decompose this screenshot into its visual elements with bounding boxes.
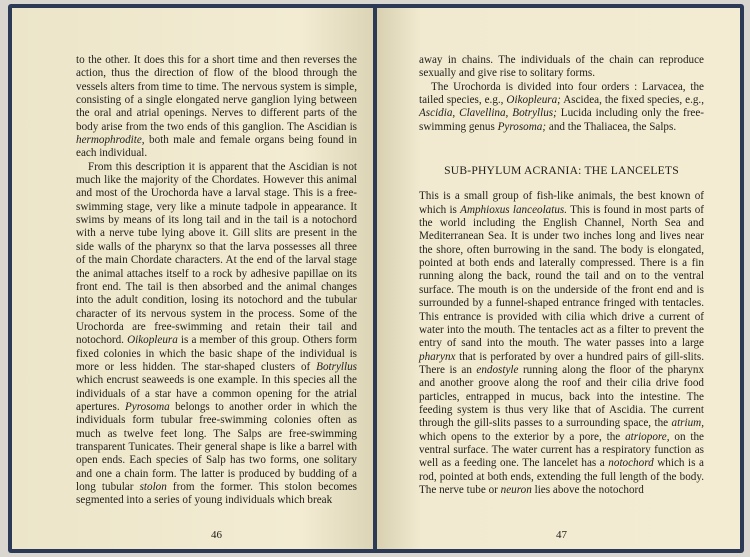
italic-term: neuron xyxy=(500,483,532,496)
text-run: Lucida including only the free-swimming genus xyxy=(419,107,704,133)
italic-term: Pyrosoma xyxy=(124,400,170,413)
italic-term: Oikopleura; xyxy=(506,94,561,107)
italic-term: notochord xyxy=(608,457,654,470)
text-run: From this description it is apparent that the Ascidian is not much like the majority of the Chordates. However this animal and most of the Urochorda have a larval stage. This is a free-swimming stage, very like a minute tadpole in appearance. It swims by means of its long tail and in the tail is a notochord with a nerve tube lying above it. Gill slits are present in the side walls of the pharynx so that the larva possesses all three of the main Chordate characters. At the end of the larval stage the animal attaches itself to a rock by adhesive papillae on its front end. The tail is then absorbed and the animal changes into the adult condition, losing its notochord and the tubular character of its nervous system in the process. Some of the Urochorda are free-swimming and retain their tail and notochord. xyxy=(76,160,357,347)
right-page-bottom-paragraphs xyxy=(419,190,704,497)
text-run: This is found in most parts of the world including the English Channel, North Sea and Mediterranean Sea. It is under two inches long and lives near the shore, often burrowing in the sand. The body is elongated, pointed at both ends and laterally compressed. There is a fin running along the back, round the tail and on to the ventral surface. The mouth is on the underside of the front end and is surrounded by a funnel-shaped entrance fringed with tentacles. This entrance is provided with cilia which drive a current of water into the mouth. The tentacles act as a filter to prevent the entry of sand into the mouth. The water passes into a large xyxy=(419,203,704,350)
italic-term: stolon xyxy=(139,481,167,493)
italic-term: Pyrosoma; xyxy=(497,120,547,133)
right-page-number: 47 xyxy=(556,529,567,541)
paragraph xyxy=(419,54,704,81)
italic-term: Amphioxus lanceolatus. xyxy=(460,203,568,216)
text-run: which encrust seaweeds is one example. In this species all the individuals of a star have a common opening for the atrial apertures. xyxy=(76,374,357,413)
italic-term: atrium, xyxy=(671,417,704,430)
italic-term: Ascidia, Clavellina, Botryllus; xyxy=(419,107,557,120)
paragraph xyxy=(419,81,704,134)
paragraph xyxy=(76,161,357,508)
italic-term: pharynx xyxy=(419,350,456,363)
text-run: on the ventral surface. The water current has a respiratory function as well as a feeding one. The lancelet has a xyxy=(419,430,704,470)
text-run: Ascidea, the fixed species, e.g., xyxy=(560,94,704,107)
text-run: The Urochorda is divided into four orders : Larvacea, the tailed species, e.g., xyxy=(419,80,704,107)
paragraph xyxy=(419,190,704,497)
italic-term: atriopore, xyxy=(625,430,670,443)
left-page-number: 46 xyxy=(211,529,222,541)
italic-term: Botryllus xyxy=(316,360,357,373)
right-page xyxy=(377,8,740,549)
paragraph xyxy=(76,54,357,161)
section-heading: SUB-PHYLUM ACRANIA: THE LANCELETS xyxy=(444,164,679,178)
text-run: to the other. It does this for a short time and then reverses the action, thus the direction of flow of the blood through the vessels alters from time to time. The nervous system is simple, consisting of a single elongated nerve ganglion lying between the oral and atrial openings. Nerves to different parts of the body arise from the two ends of this ganglion. The Ascidian is xyxy=(76,54,357,133)
italic-term: endostyle xyxy=(476,363,519,376)
left-page-text xyxy=(76,54,357,508)
text-run: lies above the notochord xyxy=(531,483,644,496)
text-run: running along the floor of the pharynx and another groove along the roof and their cilia drive food particles, entrapped in mucus, back into the intestine. The feeding system is thus very like that of Ascidia. The current through the gill-slits passes to a surrounding space, the xyxy=(419,363,704,430)
text-run: away in chains. The individuals of the chain can reproduce sexually and give rise to solitary forms. xyxy=(419,54,704,80)
italic-term: Oikopleura xyxy=(127,334,178,347)
text-run: which is a rod, pointed at both ends, extending the full length of the body. The nerve tube or xyxy=(419,457,704,496)
left-page xyxy=(12,8,373,549)
text-run: belongs to another order in which the individuals form tubular free-swimming colonies often as much as twelve feet long. The Salps are free-swimming transparent Tunicates. Their general shape is like a barrel with open ends. Each species of Salp has two forms, one solitary and one a chain form. The latter is produced by budding of a long tubular xyxy=(76,400,358,493)
text-run: that is perforated by over a hundred pairs of gill-slits. There is an xyxy=(419,350,704,376)
text-run: is a member of this group. Others form fixed colonies in which the basic shape of the individual is more or less hidden. The star-shaped clusters of xyxy=(76,334,357,373)
open-book xyxy=(8,4,744,553)
text-run: from the former. This stolon becomes segmented into a series of young individuals which break xyxy=(76,481,358,507)
text-run: which opens to the exterior by a pore, the xyxy=(419,430,626,443)
right-page-text xyxy=(419,54,704,497)
italic-term: hermophrodite, xyxy=(76,134,145,147)
text-run: This is a small group of fish-like animals, the best known of which is xyxy=(419,190,704,216)
text-run: and the Thaliacea, the Salps. xyxy=(546,120,677,133)
right-page-top-paragraphs xyxy=(419,54,704,134)
text-run: both male and female organs being found in each individual. xyxy=(76,134,357,160)
